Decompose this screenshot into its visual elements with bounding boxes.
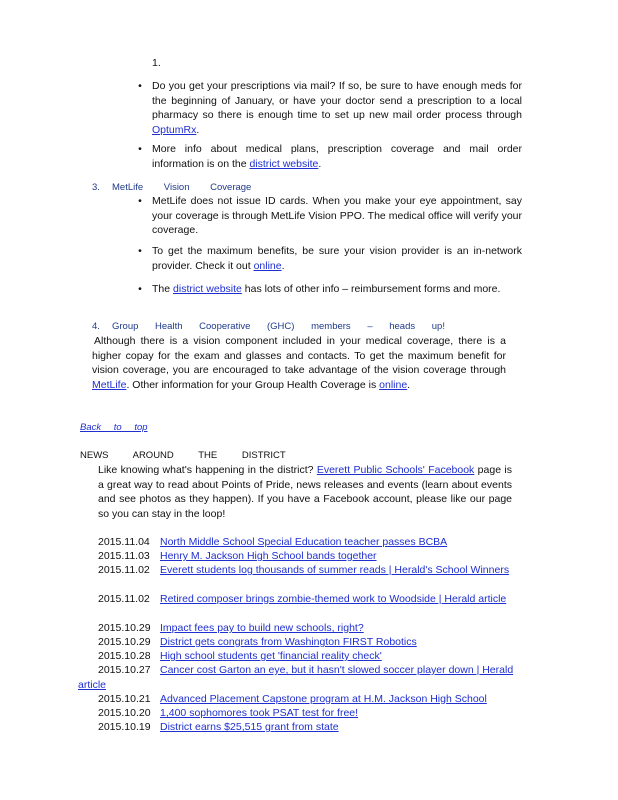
news-date: 2015.11.02 xyxy=(98,593,150,605)
section-title: Group Health Cooperative (GHC) members – heads up! xyxy=(112,321,445,332)
online-link[interactable]: online xyxy=(379,378,408,391)
news-date: 2015.10.29 xyxy=(98,636,151,648)
news-link[interactable]: Retired composer brings zombie-themed work to Woodside | Herald article xyxy=(160,593,507,605)
news-link[interactable]: Cancer cost Garton an eye, but it hasn't slowed soccer player down | Herald article xyxy=(78,664,514,691)
list-number: 1. xyxy=(152,57,161,69)
section-number: 4. xyxy=(92,321,100,332)
news-date: 2015.10.27 xyxy=(98,664,151,676)
back-to-top-link[interactable]: Back to top xyxy=(80,422,148,433)
section-body-text: . Other information for your Group Health Coverage is xyxy=(126,378,380,391)
section-number: 3. xyxy=(92,182,100,193)
news-intro xyxy=(98,463,512,521)
district-website-link[interactable]: district website xyxy=(249,157,319,170)
news-link[interactable]: District earns $25,515 grant from state xyxy=(160,721,339,733)
list-item-text-end: . xyxy=(318,157,322,170)
news-link[interactable]: District gets congrats from Washington FIRST Robotics xyxy=(160,636,417,648)
news-link[interactable]: Henry M. Jackson High School bands together xyxy=(160,550,377,562)
bullet-icon: • xyxy=(138,143,142,155)
list-item-text: To get the maximum benefits, be sure your vision provider is an in-network provider. Check it out xyxy=(152,245,522,272)
district-website-link[interactable]: district website xyxy=(173,283,242,295)
list-item xyxy=(138,282,518,312)
news-intro-text: page is a great way to read about Points of Pride, news releases and events (learn about events and see photos as they happen). If you have a Facebook account, please like our page so you can stay in the loop! xyxy=(98,464,513,520)
news-link[interactable]: High school students get 'financial reality check' xyxy=(160,650,382,662)
news-link[interactable]: Impact fees pay to build new schools, right? xyxy=(160,622,364,634)
list-item-text-end: . xyxy=(281,259,285,272)
news-date: 2015.10.21 xyxy=(98,693,151,705)
news-link[interactable]: North Middle School Special Education teacher passes BCBA xyxy=(160,536,448,548)
news-date: 2015.10.19 xyxy=(98,721,151,733)
list-item xyxy=(138,79,522,136)
news-date: 2015.10.29 xyxy=(98,622,151,634)
list-item-text: Do you get your prescriptions via mail? If so, be sure to have enough meds for the beginning of January, or have your doctor send a prescription to a local pharmacy so there is enough time to set up new mail order process through xyxy=(152,80,522,121)
list-item xyxy=(138,194,522,238)
facebook-link[interactable]: Everett Public Schools' Facebook xyxy=(316,464,475,476)
news-heading: NEWS AROUND THE DISTRICT xyxy=(80,450,286,461)
news-intro-text: Like knowing what's happening in the district? xyxy=(98,464,317,476)
list-item-text: The xyxy=(152,283,174,295)
list-item-text-end: has lots of other info – reimbursement forms and more. xyxy=(241,283,501,295)
metlife-link[interactable]: MetLife xyxy=(92,378,127,391)
list-item-text: MetLife does not issue ID cards. When you make your eye appointment, say your coverage is through MetLife Vision PPO. The medical office will verify your coverage. xyxy=(152,195,522,236)
bullet-icon: • xyxy=(138,80,142,92)
news-date: 2015.10.20 xyxy=(98,707,151,719)
news-date: 2015.10.28 xyxy=(98,650,151,662)
list-item-text-end: . xyxy=(196,123,200,136)
news-date: 2015.11.04 xyxy=(98,536,150,548)
list-item-text: More info about medical plans, prescription coverage and mail order information is on the xyxy=(152,143,522,170)
bullet-icon: • xyxy=(138,283,142,295)
news-link[interactable]: Advanced Placement Capstone program at H.M. Jackson High School xyxy=(160,693,487,705)
section-body xyxy=(92,334,506,392)
news-date: 2015.11.02 xyxy=(98,564,150,576)
news-link[interactable]: Everett students log thousands of summer reads | Herald's School Winners xyxy=(160,564,510,576)
optumrx-link[interactable]: OptumRx xyxy=(152,123,197,136)
bullet-icon: • xyxy=(138,195,142,207)
bullet-icon: • xyxy=(138,245,142,257)
section-body-text: Although there is a vision component included in your medical coverage, there is a higher copay for the exam and glasses and contacts. To get the maximum benefit for vision coverage, you are encouraged to take advantage of the vision coverage through xyxy=(92,335,506,376)
section-body-text: . xyxy=(407,378,411,391)
news-link[interactable]: 1,400 sophomores took PSAT test for free! xyxy=(160,707,359,719)
news-date: 2015.11.03 xyxy=(98,550,150,562)
list-item xyxy=(138,244,522,274)
online-link[interactable]: online xyxy=(253,259,282,272)
section-title: MetLife Vision Coverage xyxy=(112,182,252,193)
list-item xyxy=(138,142,522,172)
